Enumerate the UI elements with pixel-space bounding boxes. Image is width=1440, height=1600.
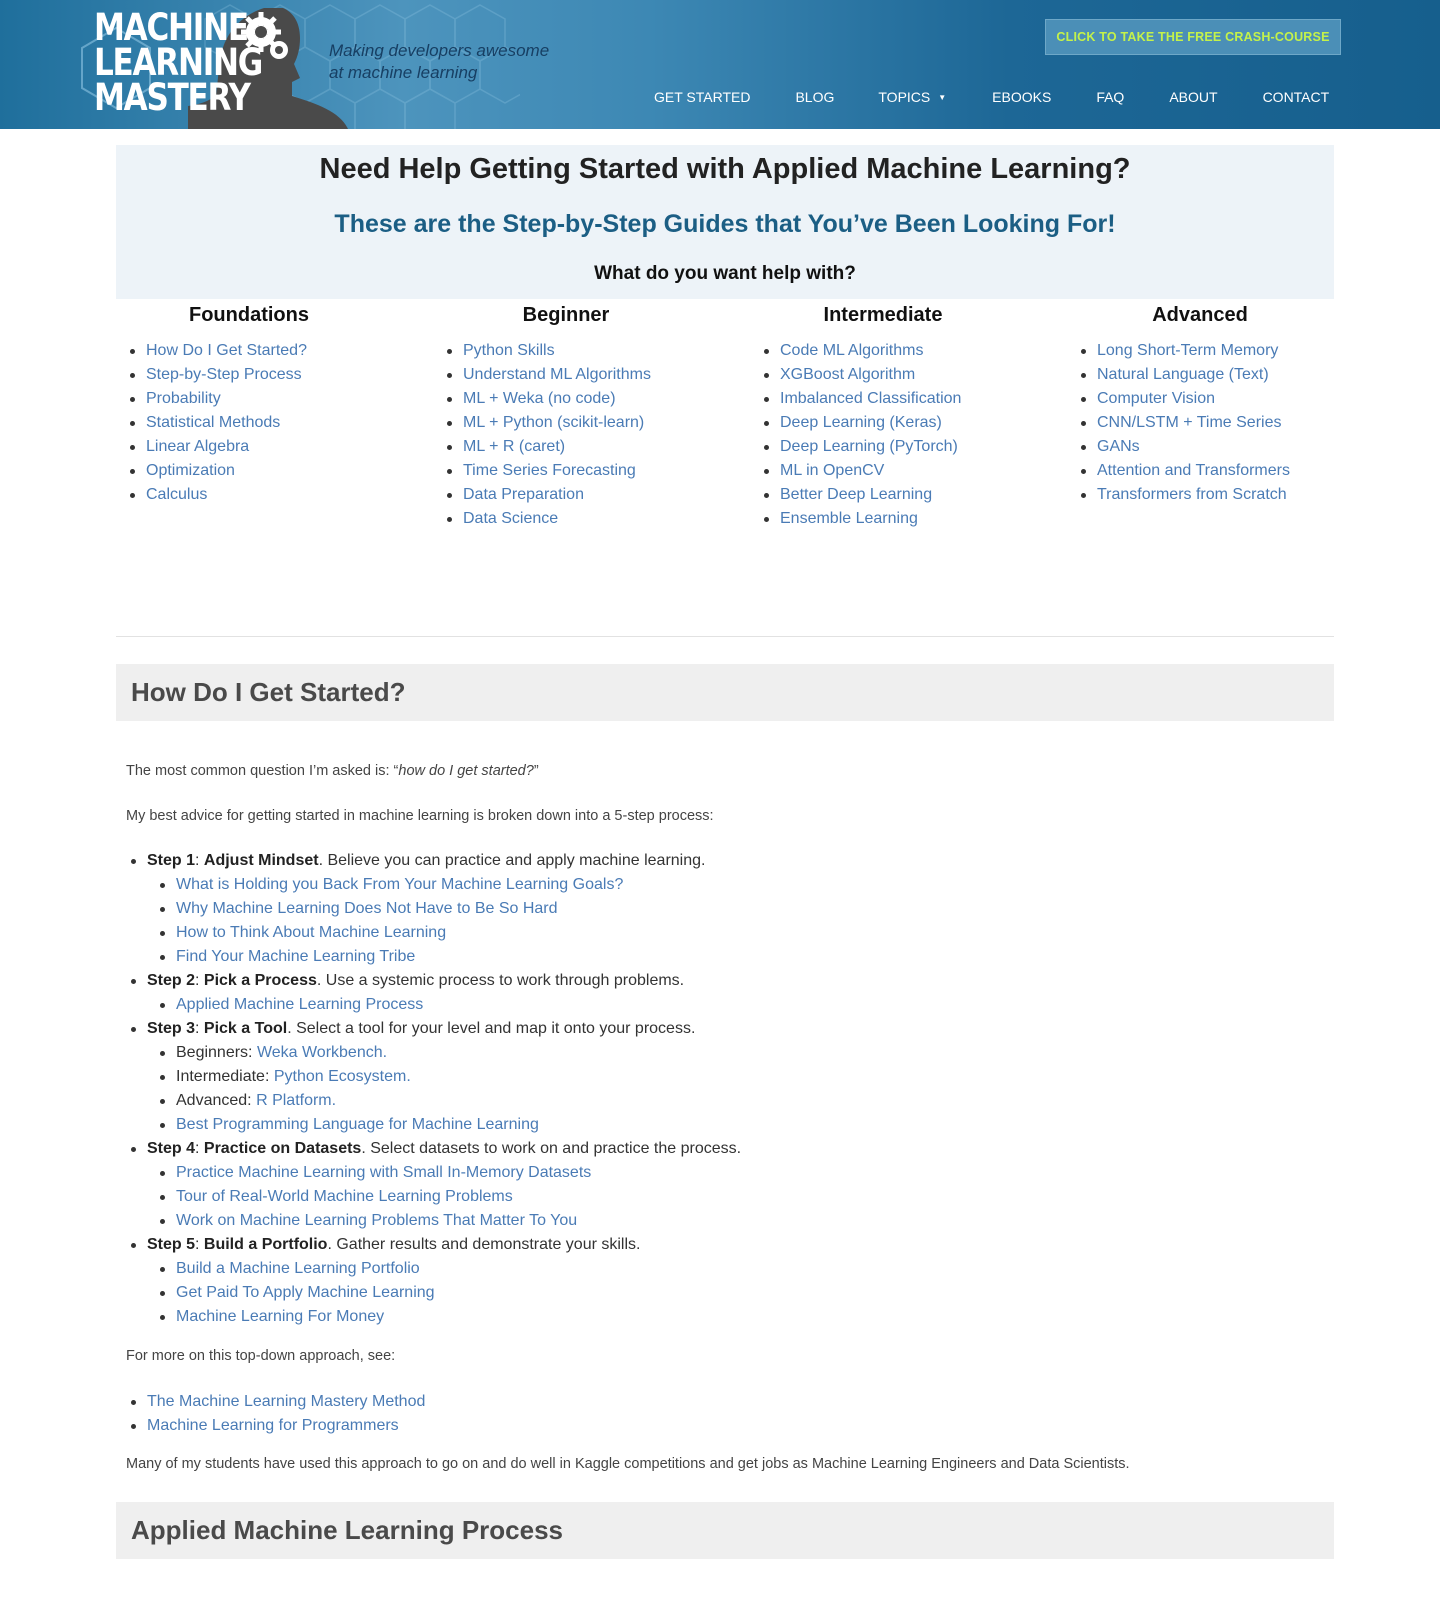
step-desc: . Gather results and demonstrate your skills. — [327, 1236, 641, 1253]
hero-banner — [116, 145, 1334, 299]
step-link[interactable]: Best Programming Language for Machine Learning — [176, 1116, 539, 1133]
list-item — [1097, 339, 1290, 363]
topic-link[interactable]: Calculus — [146, 486, 208, 503]
level-label: Advanced: — [176, 1092, 257, 1109]
step-item: Step 1: Adjust Mindset. Believe you can practice and apply machine learning. What is Holding you Back From Your Machine Learning Goals? Why Machine Learning Does Not Have to Be So Hard How to Think About Machine Learning Find Your Machine Learning Tribe — [147, 849, 741, 969]
level-label: Intermediate: — [176, 1068, 274, 1085]
step-link[interactable]: Practice Machine Learning with Small In-Memory Datasets — [176, 1164, 592, 1181]
list-item — [1097, 387, 1290, 411]
topic-link[interactable]: Probability — [146, 390, 221, 407]
nav-item-get-started[interactable]: GET STARTED — [654, 89, 751, 105]
list-item — [176, 993, 741, 1017]
hero-question: What do you want help with? — [594, 263, 856, 284]
list-item — [780, 483, 961, 507]
topic-link[interactable]: Computer Vision — [1097, 390, 1215, 407]
topic-link[interactable]: Better Deep Learning — [780, 486, 933, 503]
topic-link[interactable]: Long Short-Term Memory — [1097, 342, 1279, 359]
closing-paragraph: Many of my students have used this approach to go on and do well in Kaggle competitions and get jobs as Machine Learning Engineers and Data Scientists. — [126, 1456, 1130, 1472]
list-item — [1097, 459, 1290, 483]
list-item — [780, 339, 961, 363]
step-links — [176, 993, 741, 1017]
list-item — [176, 1089, 741, 1113]
section-divider — [116, 636, 1334, 637]
topic-link[interactable]: Optimization — [146, 462, 235, 479]
logo-wordmark[interactable] — [94, 6, 263, 119]
column-title: Intermediate — [823, 304, 943, 326]
topic-link[interactable]: Python Skills — [463, 342, 555, 359]
topic-link[interactable]: Attention and Transformers — [1097, 462, 1290, 479]
intro-suffix: ” — [533, 763, 539, 779]
list-item — [1097, 363, 1290, 387]
nav-item-blog[interactable]: BLOG — [795, 89, 835, 105]
list-item — [463, 507, 651, 531]
logo-line: MACHINE — [94, 6, 248, 49]
step-link[interactable]: Python Ecosystem. — [273, 1068, 411, 1085]
steps-list — [147, 849, 741, 1329]
more-link[interactable]: The Machine Learning Mastery Method — [147, 1393, 426, 1410]
topic-list — [780, 339, 961, 531]
list-item — [780, 507, 961, 531]
step-link[interactable]: Get Paid To Apply Machine Learning — [176, 1284, 435, 1301]
site-tagline — [329, 40, 549, 84]
list-item — [463, 363, 651, 387]
main-nav — [630, 86, 1329, 108]
list-item — [176, 1041, 741, 1065]
column-title: Advanced — [1152, 304, 1248, 326]
section-title: How Do I Get Started? — [131, 677, 406, 707]
nav-item-ebooks[interactable]: EBOOKS — [992, 89, 1052, 105]
topic-link[interactable]: ML + Python (scikit-learn) — [463, 414, 645, 431]
step-desc: . Believe you can practice and apply machine learning. — [318, 852, 706, 869]
topic-link[interactable]: XGBoost Algorithm — [780, 366, 916, 383]
list-item — [1097, 435, 1290, 459]
list-item — [780, 459, 961, 483]
topic-link[interactable]: GANs — [1097, 438, 1140, 455]
step-links — [176, 873, 741, 969]
list-item — [176, 897, 741, 921]
tagline-line: at machine learning — [329, 63, 478, 82]
site-header — [0, 0, 1440, 129]
section-heading-get-started — [116, 664, 1334, 721]
step-item: Step 3: Pick a Tool. Select a tool for your level and map it onto your process. Beginners: Weka Workbench. Intermediate: Python Ecosystem. Advanced: R Platform. Best Programming Language for Machine Learning — [147, 1017, 741, 1137]
list-item — [463, 483, 651, 507]
list-item — [176, 1257, 741, 1281]
topic-link[interactable]: Deep Learning (Keras) — [780, 414, 942, 431]
step-name: Pick a Process — [203, 972, 317, 989]
step-link[interactable]: Applied Machine Learning Process — [176, 996, 424, 1013]
list-item — [780, 387, 961, 411]
step-name: Build a Portfolio — [203, 1236, 328, 1253]
list-item — [1097, 411, 1290, 435]
list-item — [780, 363, 961, 387]
topic-link[interactable]: How Do I Get Started? — [146, 342, 307, 359]
step-item: Step 4: Practice on Datasets. Select datasets to work on and practice the process. Practice Machine Learning with Small In-Memory Datasets Tour of Real-World Machine Learning Problems Work on Machine Learning Problems That Matter To You — [147, 1137, 741, 1233]
list-item — [176, 1305, 741, 1329]
section-heading-process — [116, 1502, 1334, 1559]
step-link[interactable]: R Platform. — [256, 1092, 337, 1109]
list-item — [147, 1390, 425, 1414]
step-link[interactable]: Tour of Real-World Machine Learning Problems — [176, 1188, 513, 1205]
topic-link[interactable]: ML in OpenCV — [780, 462, 885, 479]
step-link[interactable]: Work on Machine Learning Problems That Matter To You — [176, 1212, 578, 1229]
list-item — [463, 435, 651, 459]
topic-link[interactable]: Deep Learning (PyTorch) — [780, 438, 958, 455]
nav-item-topics-label: TOPICS — [878, 89, 931, 105]
section-title: Applied Machine Learning Process — [131, 1515, 563, 1545]
list-item — [146, 483, 307, 507]
list-item — [176, 1185, 741, 1209]
topic-link[interactable]: Statistical Methods — [146, 414, 281, 431]
step-link[interactable]: What is Holding you Back From Your Machine Learning Goals? — [176, 876, 624, 893]
advice-paragraph: My best advice for getting started in machine learning is broken down into a 5-step process: — [126, 808, 714, 824]
step-number: Step 4 — [147, 1140, 196, 1157]
list-item — [780, 411, 961, 435]
step-link[interactable]: How to Think About Machine Learning — [176, 924, 447, 941]
step-number: Step 5 — [147, 1236, 196, 1253]
more-links-list — [147, 1390, 425, 1438]
hero-subtitle: These are the Step-by-Step Guides that You’ve Been Looking For! — [334, 210, 1116, 238]
list-item — [176, 1065, 741, 1089]
step-desc: . Select datasets to work on and practice the process. — [361, 1140, 742, 1157]
step-desc: . Select a tool for your level and map it onto your process. — [287, 1020, 696, 1037]
list-item — [176, 1281, 741, 1305]
topic-columns — [116, 300, 1334, 540]
list-item — [146, 387, 307, 411]
topic-link[interactable]: Step-by-Step Process — [146, 366, 302, 383]
list-item — [1097, 483, 1290, 507]
list-item — [780, 435, 961, 459]
list-item — [176, 1161, 741, 1185]
column-title: Beginner — [522, 304, 610, 326]
step-name: Pick a Tool — [203, 1020, 288, 1037]
list-item — [463, 411, 651, 435]
level-label: Beginners: — [176, 1044, 257, 1061]
topic-link[interactable]: Linear Algebra — [146, 438, 250, 455]
caret-down-icon: ▼ — [938, 93, 947, 103]
step-link[interactable]: Find Your Machine Learning Tribe — [176, 948, 416, 965]
step-link[interactable]: Machine Learning For Money — [176, 1308, 385, 1325]
list-item — [176, 945, 741, 969]
nav-item-about[interactable]: ABOUT — [1169, 89, 1218, 105]
step-link[interactable]: Why Machine Learning Does Not Have to Be So Hard — [176, 900, 558, 917]
topic-link[interactable]: Data Science — [463, 510, 559, 527]
intro-paragraph — [126, 763, 539, 779]
topic-link[interactable]: Understand ML Algorithms — [463, 366, 651, 383]
step-number: Step 2 — [147, 972, 196, 989]
step-desc: . Use a systemic process to work through problems. — [316, 972, 685, 989]
step-link[interactable]: Weka Workbench. — [256, 1044, 388, 1061]
hero-title: Need Help Getting Started with Applied Machine Learning? — [319, 153, 1131, 185]
nav-item-contact[interactable]: CONTACT — [1262, 89, 1330, 105]
logo-line: MASTERY — [94, 76, 250, 119]
more-link[interactable]: Machine Learning for Programmers — [147, 1417, 399, 1434]
topic-list — [1097, 339, 1290, 507]
list-item — [146, 411, 307, 435]
step-number: Step 1 — [147, 852, 196, 869]
more-paragraph: For more on this top-down approach, see: — [126, 1348, 396, 1364]
logo-line: LEARNING — [94, 41, 263, 84]
step-links — [176, 1257, 741, 1329]
list-item — [176, 921, 741, 945]
list-item — [176, 1209, 741, 1233]
topic-link[interactable]: Imbalanced Classification — [780, 390, 962, 407]
topic-link[interactable]: Natural Language (Text) — [1097, 366, 1269, 383]
column-title: Foundations — [189, 304, 309, 326]
list-item — [176, 873, 741, 897]
topic-link[interactable]: Time Series Forecasting — [463, 462, 636, 479]
list-item — [463, 387, 651, 411]
topic-link[interactable]: Data Preparation — [463, 486, 584, 503]
tagline-line: Making developers awesome — [329, 41, 550, 60]
topic-link[interactable]: Code ML Algorithms — [780, 342, 924, 359]
topic-link[interactable]: ML + R (caret) — [463, 438, 566, 455]
list-item — [146, 459, 307, 483]
list-item — [146, 363, 307, 387]
step-links — [176, 1041, 741, 1137]
topic-link[interactable]: Transformers from Scratch — [1097, 486, 1287, 503]
step-number: Step 3 — [147, 1020, 196, 1037]
topic-list — [146, 339, 307, 507]
step-item: Step 5: Build a Portfolio. Gather results and demonstrate your skills. Build a Machine Learning Portfolio Get Paid To Apply Machine Learning Machine Learning For Money — [147, 1233, 741, 1329]
topic-list — [463, 339, 651, 531]
step-link[interactable]: Build a Machine Learning Portfolio — [176, 1260, 420, 1277]
list-item — [463, 459, 651, 483]
step-name: Practice on Datasets — [203, 1140, 362, 1157]
step-name: Adjust Mindset — [203, 852, 319, 869]
nav-item-topics[interactable] — [878, 86, 946, 108]
list-item — [176, 1113, 741, 1137]
nav-item-faq[interactable]: FAQ — [1096, 89, 1125, 105]
step-links — [176, 1161, 741, 1233]
list-item — [147, 1414, 425, 1438]
intro-prefix: The most common question I’m asked is: “ — [126, 763, 399, 779]
list-item — [146, 435, 307, 459]
list-item — [146, 339, 307, 363]
topic-link[interactable]: CNN/LSTM + Time Series — [1097, 414, 1282, 431]
intro-italic: how do I get started? — [398, 763, 534, 779]
topic-link[interactable]: ML + Weka (no code) — [463, 390, 616, 407]
step-item: Step 2: Pick a Process. Use a systemic process to work through problems. Applied Machine Learning Process — [147, 969, 741, 1017]
topic-link[interactable]: Ensemble Learning — [780, 510, 918, 527]
list-item — [463, 339, 651, 363]
crash-course-button[interactable]: CLICK TO TAKE THE FREE CRASH-COURSE — [1045, 19, 1341, 55]
